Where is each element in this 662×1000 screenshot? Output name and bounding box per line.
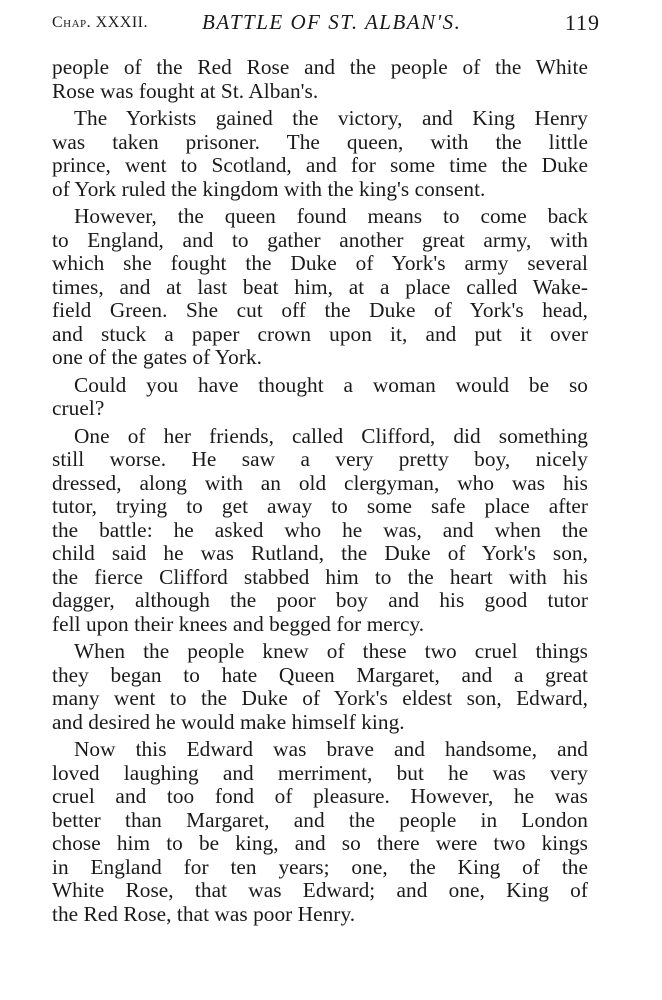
text-line: times, and at last beat him, at a place called Wake- bbox=[52, 274, 588, 299]
text-line: cruel? bbox=[52, 396, 105, 420]
text-line: field Green. She cut off the Duke of York's head, bbox=[52, 298, 588, 322]
text-line: The Yorkists gained the victory, and King Henry bbox=[74, 106, 588, 130]
text-line: Now this Edward was brave and handsome, and bbox=[74, 737, 588, 761]
text-line: to England, and to gather another great army, with bbox=[52, 227, 588, 252]
text-line: One of her friends, called Clifford, did something bbox=[74, 423, 588, 448]
text-line: they began to hate Queen Margaret, and a great bbox=[52, 662, 588, 687]
text-line: was taken prisoner. The queen, with the little bbox=[52, 129, 588, 154]
paragraph bbox=[52, 374, 588, 421]
paragraph bbox=[52, 425, 588, 637]
text-line: and desired he would make himself king. bbox=[52, 709, 405, 734]
text-line: chose him to be king, and so there were two kings bbox=[52, 831, 588, 855]
text-line: in England for ten years; one, the King of the bbox=[52, 854, 588, 879]
paragraph bbox=[52, 56, 588, 103]
text-line: the Red Rose, that was poor Henry. bbox=[52, 901, 356, 926]
text-line: loved laughing and merriment, but he was very bbox=[52, 760, 588, 785]
text-line: cruel and too fond of pleasure. However, he was bbox=[52, 784, 588, 808]
text-line: the fierce Clifford stabbed him to the heart with his bbox=[52, 564, 588, 589]
text-line: tutor, trying to get away to some safe place after bbox=[52, 494, 588, 518]
text-line: of York ruled the kingdom with the king's consent. bbox=[52, 176, 486, 201]
running-title: BATTLE OF ST. ALBAN'S. bbox=[202, 10, 462, 34]
paragraph bbox=[52, 205, 588, 370]
text-line: still worse. He saw a very pretty boy, nicely bbox=[52, 447, 588, 471]
page-number: 119 bbox=[564, 10, 600, 35]
text-line: Rose was fought at St. Alban's. bbox=[52, 78, 319, 103]
text-line: dressed, along with an old clergyman, who was his bbox=[52, 470, 588, 495]
text-line: child said he was Rutland, the Duke of York's son, bbox=[52, 541, 588, 565]
text-line: better than Margaret, and the people in London bbox=[52, 807, 588, 832]
text-line: prince, went to Scotland, and for some time the Duke bbox=[52, 153, 588, 177]
text-line: one of the gates of York. bbox=[52, 345, 263, 369]
text-line: many went to the Duke of York's eldest son, Edward, bbox=[52, 686, 588, 710]
paragraph bbox=[52, 107, 588, 201]
running-head bbox=[52, 6, 600, 40]
text-line: White Rose, that was Edward; and one, King of bbox=[52, 878, 588, 902]
text-line: When the people knew of these two cruel things bbox=[74, 639, 588, 663]
text-line: which she fought the Duke of York's army several bbox=[52, 251, 588, 275]
text-line: the battle: he asked who he was, and when the bbox=[52, 517, 588, 542]
chapter-label: Chap. XXXII. bbox=[52, 14, 148, 31]
text-line: fell upon their knees and begged for mercy. bbox=[52, 611, 425, 636]
text-line: Could you have thought a woman would be so bbox=[74, 372, 588, 397]
text-line: and stuck a paper crown upon it, and put it over bbox=[52, 321, 588, 346]
text-line: people of the Red Rose and the people of the White bbox=[52, 55, 588, 79]
paragraph bbox=[52, 738, 588, 926]
body-text bbox=[52, 56, 588, 930]
text-line: However, the queen found means to come back bbox=[74, 204, 588, 228]
paragraph bbox=[52, 640, 588, 734]
text-line: dagger, although the poor boy and his good tutor bbox=[52, 588, 588, 612]
